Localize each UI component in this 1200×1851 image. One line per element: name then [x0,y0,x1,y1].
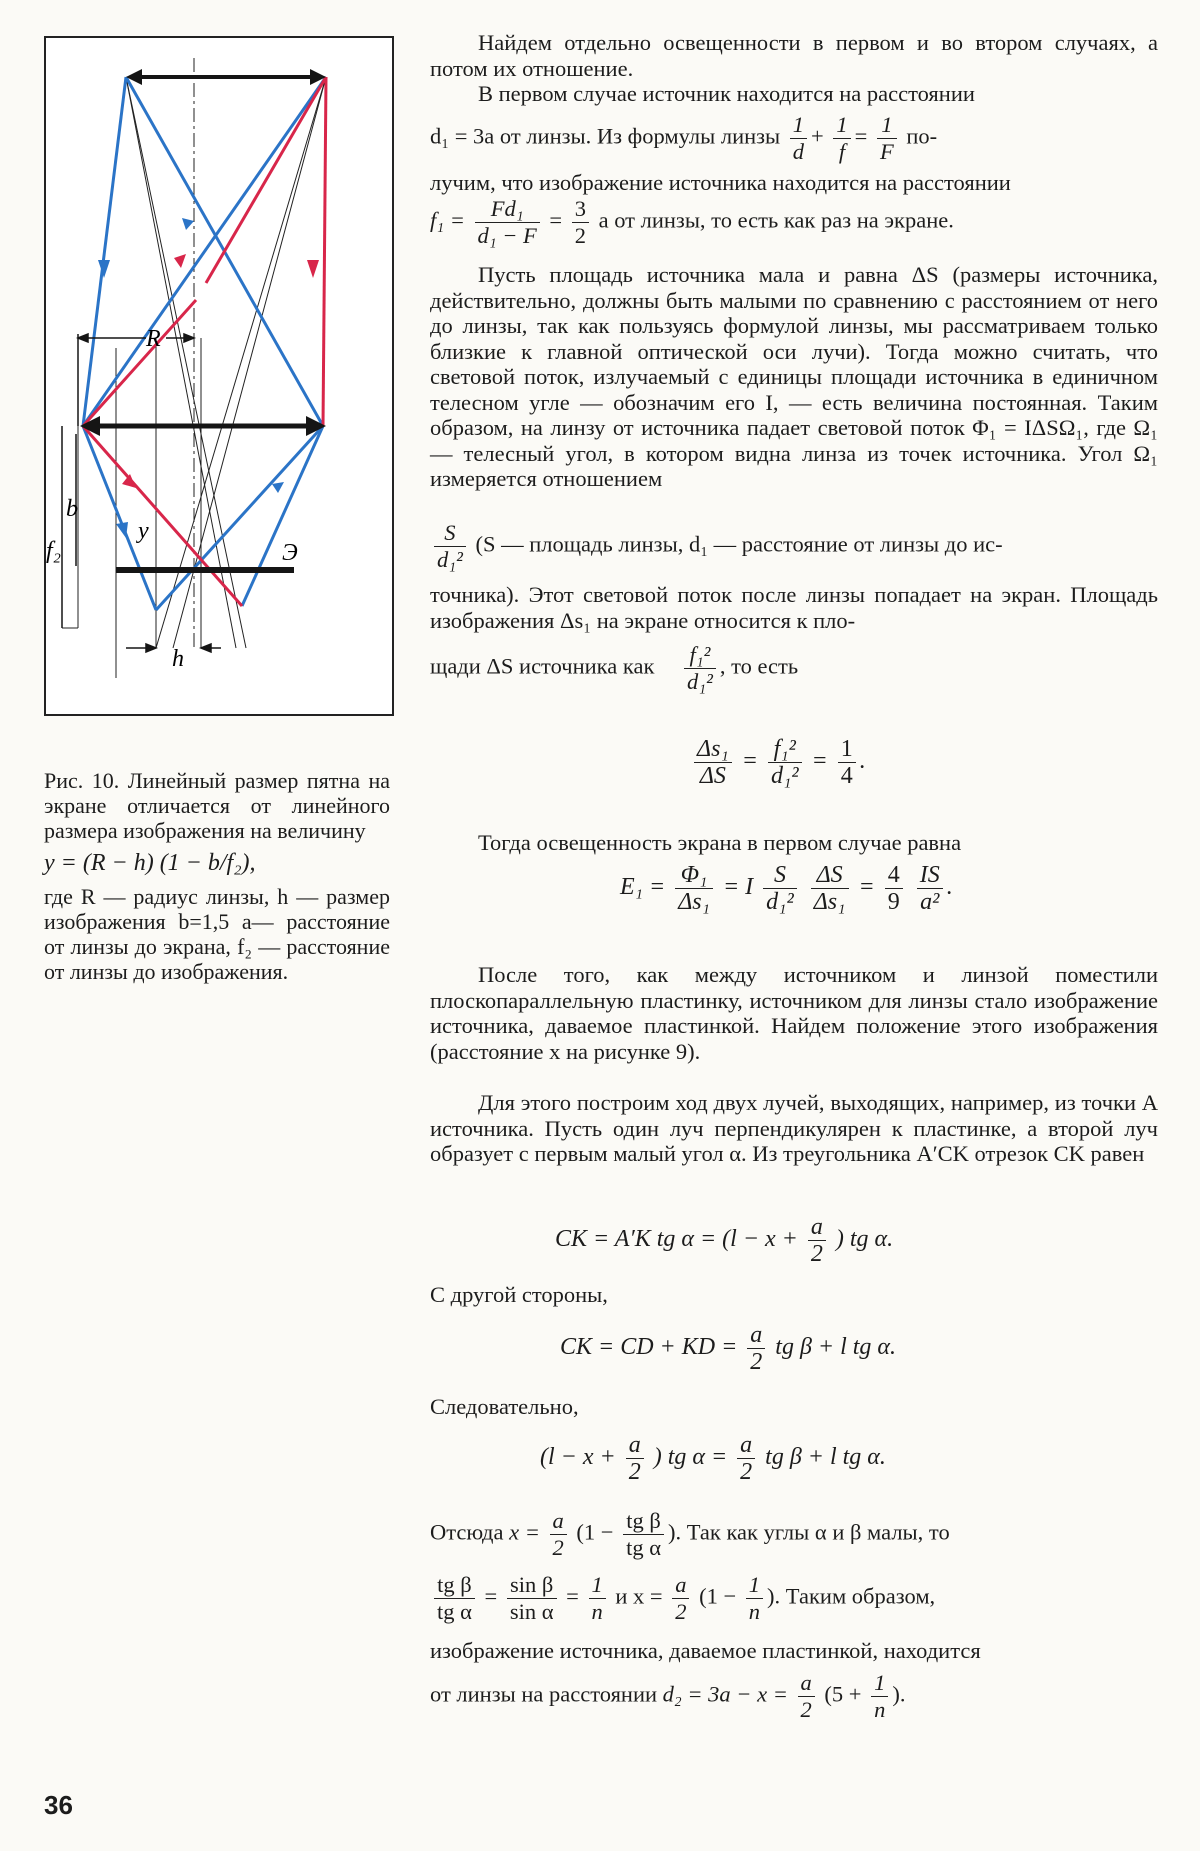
caption-text: Рис. 10. Линейный размер пятна на экране отличается от линейного размера изображения на величину [44,768,390,843]
equation-3: (l − x + $\frac{a}{2}$ ) tg α = $\frac{a}{2}$ tg β + l tg α. [540,1432,886,1485]
label-screen: Э [282,540,298,566]
paragraph-4: Тогда освещенность экрана в первом случае равна [478,830,962,855]
paragraph-2c: лучим, что изображение источника находится на расстоянии [430,170,1011,195]
paragraph-3c: точника). Этот световой поток после линзы попадает на экран. Площадь изображения Δs₁ на экране относится к пло- [430,582,1158,633]
b-dimension [62,426,76,628]
CK-equation-2: CK = CD + KD = $\frac{a}{2}$ tg β + l tg α. [560,1322,897,1375]
lens-ray-diagram [46,38,392,714]
label-h: h [172,646,184,672]
omega-line: $\frac{S}{\text{d₁²}}$ (S — площадь линзы, d₁ — расстояние от линзы до ис- [430,520,1158,573]
ray-arrows [98,218,319,538]
label-R: R [146,326,161,352]
lens-arrow [80,416,326,436]
source-arrow [126,69,326,85]
CK-equation-1: CK = A′K tg α = (l − x + $\frac{a}{2}$ ) tg α. [555,1214,894,1267]
paragraph-8: Следовательно, [430,1394,579,1419]
label-f2: f₂ [46,538,62,564]
paragraph-5: После того, как между источником и линзой поместили плоскопараллельную пластинку, источником для линзы стало изображение источника, даваемое пластинкой. Найдем положение этого изображения (расстояние x на рисунке 9). [430,962,1158,1064]
x-line: Отсюда x = $\frac{a}{2}$ (1 − $\frac{\text{tg β}}{\text{tg α}}$ ). Так как углы α и β малы, то [430,1508,950,1560]
d2-line: от линзы на расстоянии d₂ = 3a − x = $\frac{a}{2}$ (5 + $\frac{1}{n}$ ). [430,1670,906,1722]
ratio-line: щади ΔS источника как $\frac{\text{f₁²}}{\text{d₁²}}$ , то есть [430,642,799,694]
ratio-equation: $\frac{\text{Δs₁}}{\Delta S}$ = $\frac{\text{f₁²}}{\text{d₁²}}$ = $\frac{1}{4}$ . [690,736,866,789]
paragraph-7: С другой стороны, [430,1282,608,1307]
paragraph-3: Пусть площадь источника мала и равна ΔS (размеры источника, действительно, должны быть малыми по сравнению с расстоянием от него до линзы, так как пользуясь формулой линзы, мы рассматриваем только близкие к главной оптической оси лучи). Тогда можно считать, что световой поток, излучаемый с единицы площади источника в единичном телесном угле — обозначим его I, — есть величина постоянная. Таким образом, на линзу от источника падает световой поток Φ₁ = IΔSΩ₁, где Ω₁ — телесный угол, в котором видна линза из точек источника. Угол Ω₁ измеряется отношением [430,262,1158,491]
figure-10 [44,36,394,716]
caption-formula: y = (R − h) (1 − b/f₂), [44,850,256,876]
construction-lines [62,58,326,678]
paragraph-2a: В первом случае источник находится на расстоянии [478,81,975,106]
label-b: b [66,496,78,522]
figure-caption [44,768,390,984]
paragraph-11: изображение источника, даваемое пластинкой, находится [430,1638,981,1663]
page-number: 36 [44,1790,73,1820]
caption-legend: где R — радиус линзы, h — размер изображения b=1,5 a— расстояние от линзы до экрана, f₂ — расстояние от линзы до изображения. [44,884,390,984]
f1-formula-line: f₁ = $\frac{\text{Fd₁}}{\text{d₁ − F}}$ = $\frac{3}{2}$ a от линзы, то есть как раз на экране. [430,196,954,248]
E1-equation: E₁ = $\frac{\text{Φ₁}}{\text{Δs₁}}$ = I $\frac{S}{\text{d₁²}}$ $\frac{\Delta S}{\text{Δs₁}}$ = $\frac{4}{9}$ $\frac{IS}{\text{a²}}$ . [620,862,953,915]
label-y: y [138,518,149,544]
paragraph-1: Найдем отдельно освещенности в первом и во втором случаях, а потом их отношение. В первом случае источник находится на расстоянии [430,30,1158,106]
tg-ratio-line: $\frac{\text{tg β}}{\text{tg α}}$ = $\frac{\text{sin β}}{\text{sin α}}$ = $\frac{1}{n}$ и x = $\frac{a}{2}$ (1 − $\frac{1}{n}$ ). Таким образом, [430,1572,1158,1625]
lens-formula-line: d₁ = 3a от линзы. Из формулы линзы $\frac{1}{d}$ + $\frac{1}{f}$ = $\frac{1}{F}$ по- [430,112,938,164]
paragraph-6: Для этого построим ход двух лучей, выходящих, например, из точки A источника. Пусть один луч перпендикулярен к пластинке, а второй луч образует с первым малый угол α. Из треугольника A′CK отрезок CK равен [430,1090,1158,1166]
